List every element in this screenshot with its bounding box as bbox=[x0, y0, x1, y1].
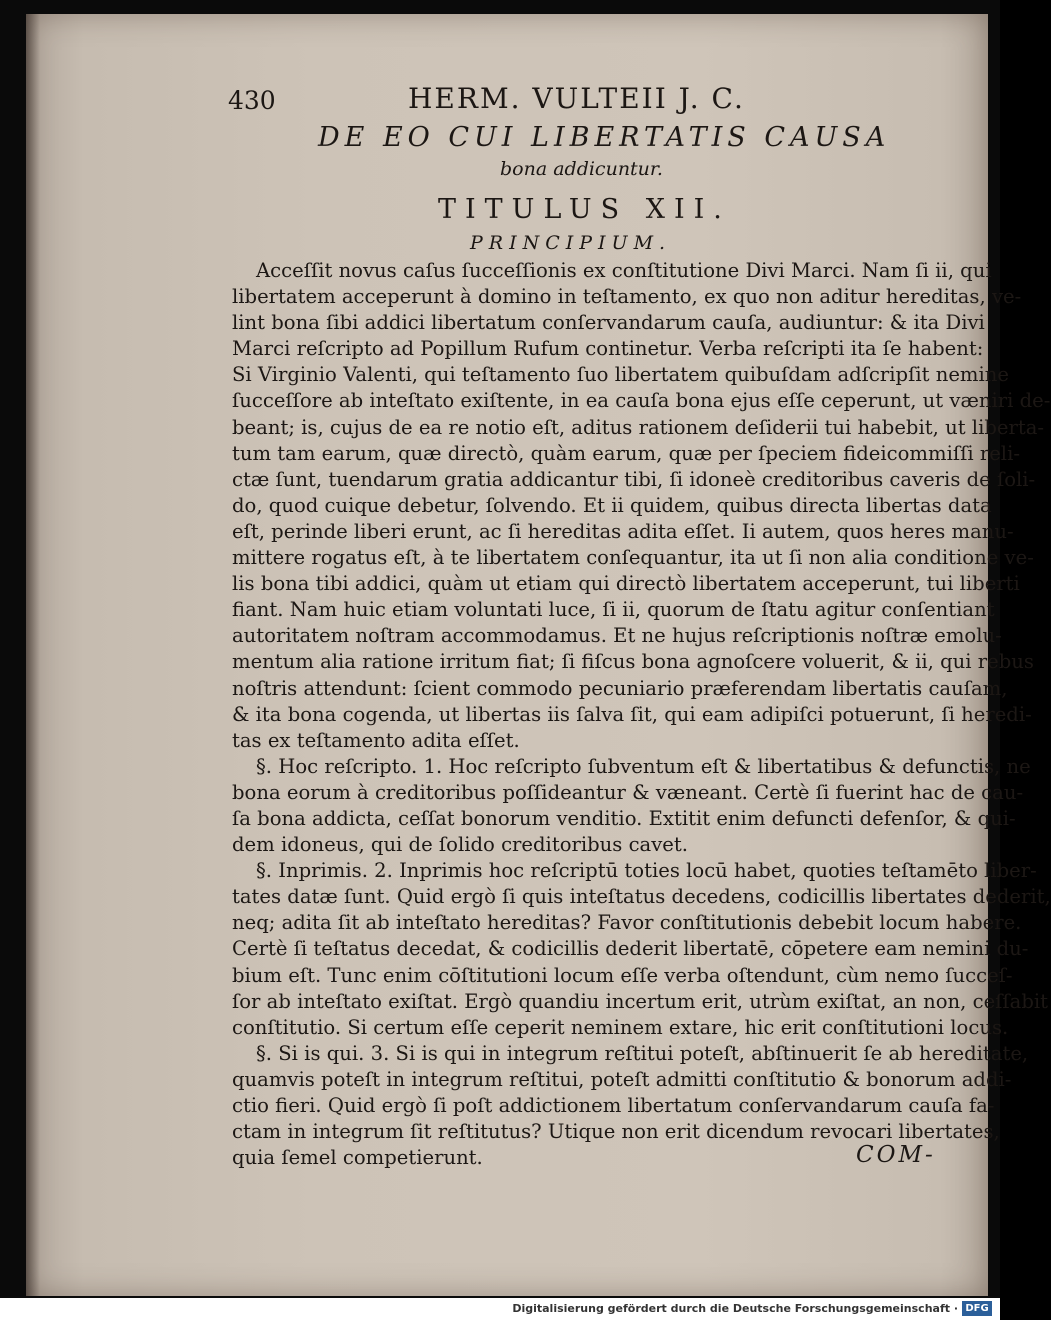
text-line: §. Si is qui. 3. Si is qui in integrum reſtitui poteſt, abſtinuerit ſe ab hereditate, bbox=[256, 1041, 1029, 1065]
text-line: §. Inprimis. 2. Inprimis hoc reſcriptū toties locū habet, quoties teſtamēto liber- bbox=[256, 859, 1037, 883]
text-line: conſtitutio. Si certum eſſe ceperit neminem extare, hic erit conſtitutioni locus. bbox=[232, 1015, 1009, 1039]
page-header bbox=[228, 82, 788, 122]
text-line: bona eorum à creditoribus poſſideantur & væneant. Certè ſi fuerint hac de cau- bbox=[232, 780, 1024, 804]
text-line: ſucceſſore ab inteſtato exiſtente, in ea cauſa bona ejus eſſe ceperunt, ut væniri de- bbox=[232, 389, 1051, 413]
text-line: Certè ſi teſtatus decedat, & codicillis dederit libertatē, cōpetere eam nemini du- bbox=[232, 937, 1029, 961]
text-line: noſtris attendunt: ſcient commodo pecuniario præferendam libertatis cauſam, bbox=[232, 676, 1008, 700]
text-line: tates datæ ſunt. Quid ergò ſi quis inteſtatus decedens, codicillis libertates dederit, bbox=[232, 885, 1051, 909]
footer-bar bbox=[0, 1298, 1000, 1320]
text-line: autoritatem noſtram accommodamus. Et ne hujus reſcriptionis noſtræ emolu- bbox=[232, 624, 1002, 648]
text-line: quamvis poteſt in integrum reſtitui, poteſt admitti conſtitutio & bonorum addi- bbox=[232, 1067, 1012, 1091]
text-line: tas ex teſtamento adita eſſet. bbox=[232, 728, 520, 752]
text-line: ſa bona addicta, ceſſat bonorum venditio. Extitit enim defuncti defenſor, & qui- bbox=[232, 806, 1016, 830]
principium-heading: PRINCIPIUM. bbox=[470, 232, 672, 254]
chapter-subtitle: bona addicuntur. bbox=[500, 158, 663, 180]
text-line: §. Hoc reſcripto. 1. Hoc reſcripto ſubventum eſt & libertatibus & defunctis, ne bbox=[256, 754, 1031, 778]
text-line: lint bona ſibi addici libertatum conſervandarum cauſa, audiuntur: & ita Divi bbox=[232, 311, 985, 335]
text-line: lis bona tibi addici, quàm ut etiam qui directò libertatem acceperunt, tui liberti bbox=[232, 572, 1020, 596]
dfg-logo-icon[interactable]: DFG bbox=[962, 1301, 992, 1316]
text-line: Marci reſcripto ad Popillum Rufum continetur. Verba reſcripti ita ſe habent: bbox=[232, 337, 984, 361]
page-number: 430 bbox=[228, 86, 276, 115]
text-line: Si Virginio Valenti, qui teſtamento ſuo libertatem quibuſdam adſcripſit nemine bbox=[232, 363, 1009, 387]
chapter-title: DE EO CUI LIBERTATIS CAUSA bbox=[318, 122, 891, 153]
text-line: eſt, perinde liberi erunt, ac ſi hereditas adita eſſet. Ii autem, quos heres manu- bbox=[232, 519, 1014, 543]
text-line: ctio fieri. Quid ergò ſi poſt addictionem libertatum conſervandarum cauſa fa- bbox=[232, 1094, 995, 1117]
titulus-heading: TITULUS XII. bbox=[438, 194, 731, 225]
text-line: Acceſſit novus caſus ſucceſſionis ex conſtitutione Divi Marci. Nam ſi ii, qui bbox=[256, 259, 992, 282]
text-line: do, quod cuique debetur, ſolvendo. Et ii quidem, quibus directa libertas data bbox=[232, 493, 992, 517]
funding-note: Digitalisierung gefördert durch die Deutsche Forschungsgemeinschaft · bbox=[512, 1302, 958, 1315]
text-line: & ita bona cogenda, ut libertas iis ſalva ſit, qui eam adipiſci potuerunt, ſi heredi- bbox=[232, 702, 1032, 726]
text-line: dem idoneus, qui de ſolido creditoribus cavet. bbox=[232, 833, 688, 857]
text-line: quia ſemel competierunt. bbox=[232, 1146, 483, 1170]
text-line: neq; adita ſit ab inteſtato hereditas? Favor conſtitutionis debebit locum habere. bbox=[232, 911, 1022, 935]
text-line: ctæ ſunt, tuendarum gratia addicantur tibi, ſi idoneè creditoribus caveris de ſoli- bbox=[232, 467, 1036, 491]
catchword: COM- bbox=[856, 1142, 936, 1168]
running-head: HERM. VULTEII J. C. bbox=[408, 82, 745, 115]
text-line: libertatem acceperunt à domino in teſtamento, ex quo non aditur hereditas, ve- bbox=[232, 285, 1022, 309]
gutter-shadow bbox=[26, 14, 40, 1296]
text-line: tum tam earum, quæ directò, quàm earum, quæ per ſpeciem fideicommiſſi reli- bbox=[232, 441, 1020, 465]
text-line: mittere rogatus eſt, à te libertatem conſequantur, ita ut ſi non alia conditione ve- bbox=[232, 546, 1034, 570]
text-line: ctam in integrum ſit reſtitutus? Utique non erit dicendum revocari libertates, bbox=[232, 1120, 1000, 1144]
text-line: beant; is, cujus de ea re notio eſt, aditus rationem deſiderii tui habebit, ut liberta- bbox=[232, 415, 1045, 439]
text-line: bium eſt. Tunc enim cōſtitutioni locum eſſe verba oſtendunt, cùm nemo ſucceſ- bbox=[232, 963, 1013, 987]
text-line: ſor ab inteſtato exiſtat. Ergò quandiu incertum erit, utrùm exiſtat, an non, ceſſabit bbox=[232, 989, 1049, 1013]
text-line: mentum alia ratione irritum fiat; ſi fiſcus bona agnoſcere voluerit, & ii, qui rebus bbox=[232, 650, 1034, 674]
text-line: fiant. Nam huic etiam voluntati luce, ſi ii, quorum de ſtatu agitur conſentiant bbox=[232, 598, 995, 622]
body-text bbox=[232, 258, 1051, 1171]
